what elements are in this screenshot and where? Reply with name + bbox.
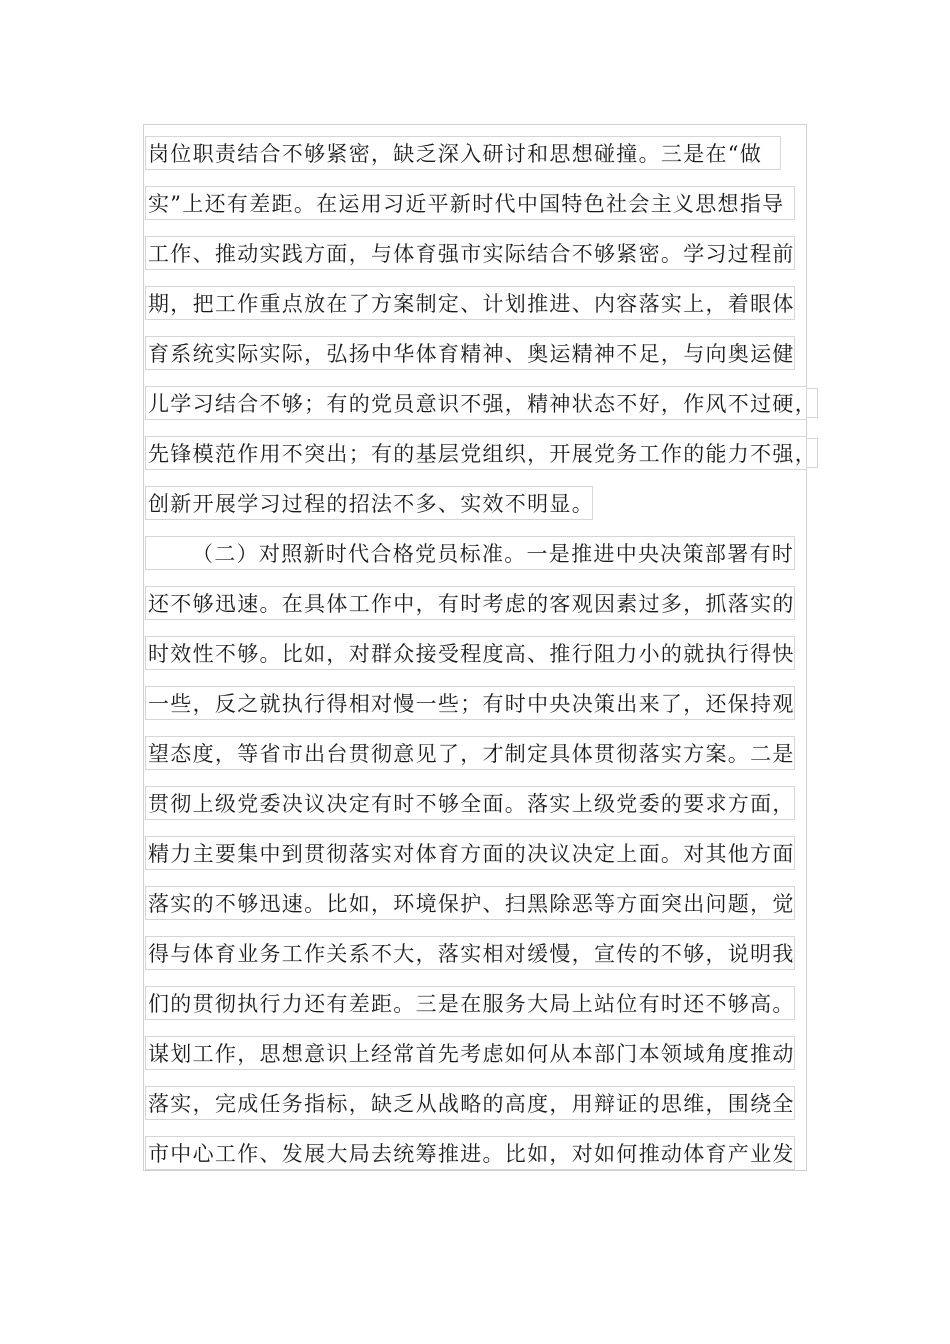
text-line: 贯彻上级党委决议决定有时不够全面。落实上级党委的要求方面， — [145, 786, 795, 820]
text-line: 期，把工作重点放在了方案制定、计划推进、内容落实上，着眼体 — [145, 286, 795, 320]
text-line: 落实的不够迅速。比如，环境保护、扫黑除恶等方面突出问题，觉 — [145, 886, 795, 920]
text-line: 们的贯彻执行力还有差距。三是在服务大局上站位有时还不够高。 — [145, 986, 795, 1020]
text-line: 望态度，等省市出台贯彻意见了，才制定具体贯彻落实方案。二是 — [145, 736, 795, 770]
text-line: 先锋模范作用不突出；有的基层党组织，开展党务工作的能力不强， — [145, 436, 807, 470]
text-line: 实”上还有差距。在运用习近平新时代中国特色社会主义思想指导 — [145, 186, 795, 220]
text-line: 落实，完成任务指标，缺乏从战略的高度，用辩证的思维，围绕全 — [145, 1086, 795, 1120]
text-line: 市中心工作、发展大局去统筹推进。比如，对如何推动体育产业发 — [145, 1136, 795, 1170]
text-line: 时效性不够。比如，对群众接受程度高、推行阻力小的就执行得快 — [145, 636, 795, 670]
paragraph-first-line: （二）对照新时代合格党员标准。一是推进中央决策部署有时 — [145, 536, 795, 570]
text-line: 还不够迅速。在具体工作中，有时考虑的客观因素过多，抓落实的 — [145, 586, 795, 620]
line-overflow-marker — [807, 438, 818, 468]
text-line: 一些，反之就执行得相对慢一些；有时中央决策出来了，还保持观 — [145, 686, 795, 720]
text-line: 创新开展学习过程的招法不多、实效不明显。 — [145, 486, 593, 520]
line-overflow-marker — [807, 388, 818, 418]
text-line: 育系统实际实际，弘扬中华体育精神、奥运精神不足，与向奥运健 — [145, 336, 795, 370]
text-line: 岗位职责结合不够紧密，缺乏深入研讨和思想碰撞。三是在“做 — [145, 136, 781, 170]
text-line: 精力主要集中到贯彻落实对体育方面的决议决定上面。对其他方面 — [145, 836, 795, 870]
text-line: 谋划工作，思想意识上经常首先考虑如何从本部门本领域角度推动 — [145, 1036, 795, 1070]
text-line: 儿学习结合不够；有的党员意识不强，精神状态不好，作风不过硬， — [145, 386, 807, 420]
text-line: 得与体育业务工作关系不大，落实相对缓慢，宣传的不够，说明我 — [145, 936, 795, 970]
text-line: 工作、推动实践方面，与体育强市实际结合不够紧密。学习过程前 — [145, 236, 795, 270]
